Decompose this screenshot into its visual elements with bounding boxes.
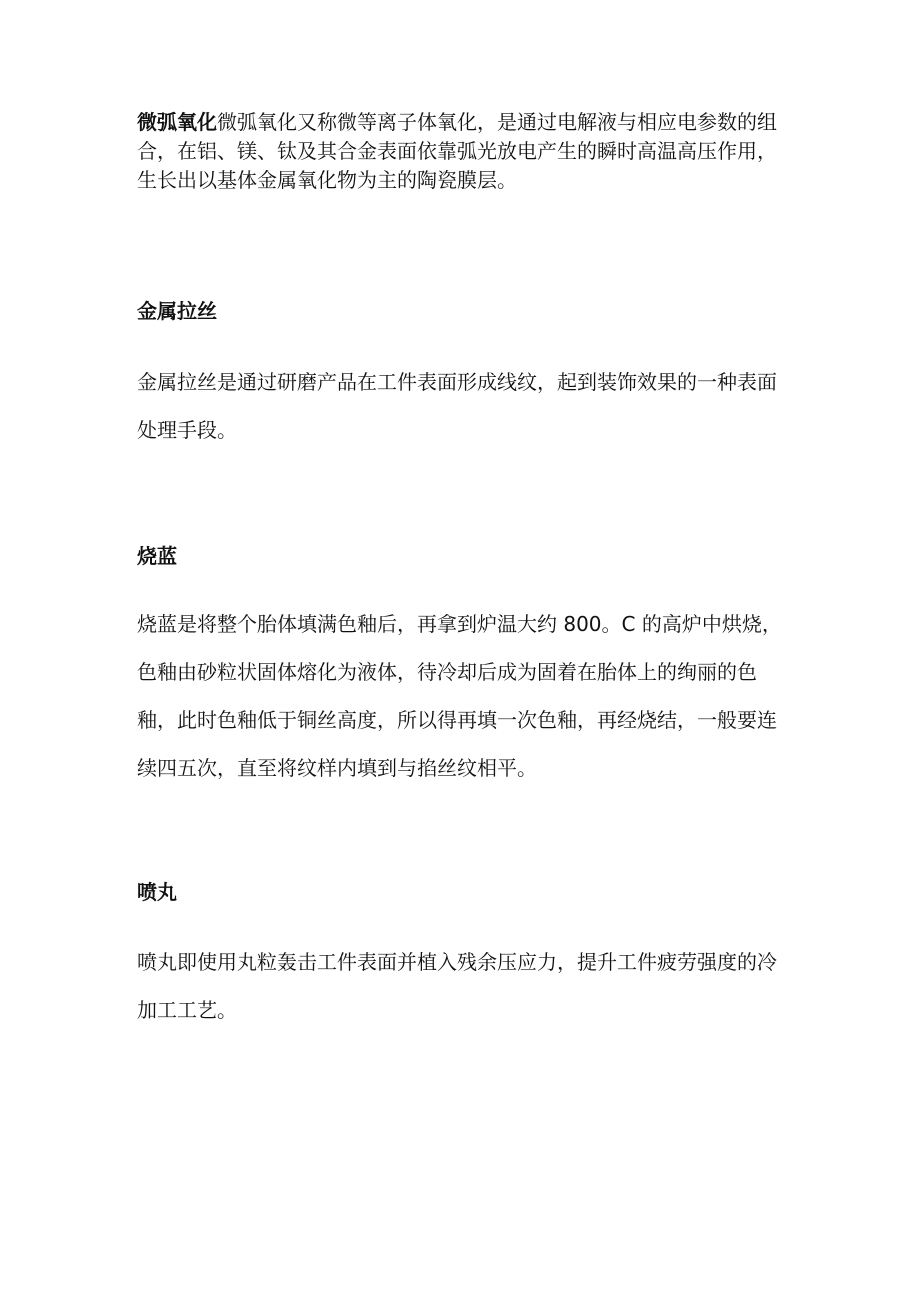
section-heading-brushing: 金属拉丝 bbox=[137, 299, 217, 323]
section-heading-enamel: 烧蓝 bbox=[137, 544, 177, 568]
intro-term: 微弧氧化 bbox=[137, 110, 217, 134]
document-page bbox=[137, 108, 787, 1034]
intro-paragraph bbox=[137, 108, 787, 195]
section-body-brushing: 金属拉丝是通过研磨产品在工件表面形成线纹，起到装饰效果的一种表面处理手段。 bbox=[137, 370, 777, 442]
section-body-enamel: 烧蓝是将整个胎体填满色釉后，再拿到炉温大约 800。C 的高炉中烘烧，色釉由砂粒状固体熔化为液体，待冷却后成为固着在胎体上的绚丽的色釉，此时色釉低于铜丝高度，所以得再填一次色釉，再经烧结，一般要连续四五次，直至将纹样内填到与掐丝纹相平。 bbox=[137, 612, 782, 780]
intro-text: 微弧氧化又称微等离子体氧化，是通过电解液与相应电参数的组合，在铝、镁、钛及其合金表面依靠弧光放电产生的瞬时高温高压作用，生长出以基体金属氧化物为主的陶瓷膜层。 bbox=[137, 110, 777, 192]
section-body-shot-peening: 喷丸即使用丸粒轰击工件表面并植入残余压应力，提升工件疲劳强度的冷加工工艺。 bbox=[137, 950, 777, 1022]
section-heading-shot-peening: 喷丸 bbox=[137, 880, 177, 904]
